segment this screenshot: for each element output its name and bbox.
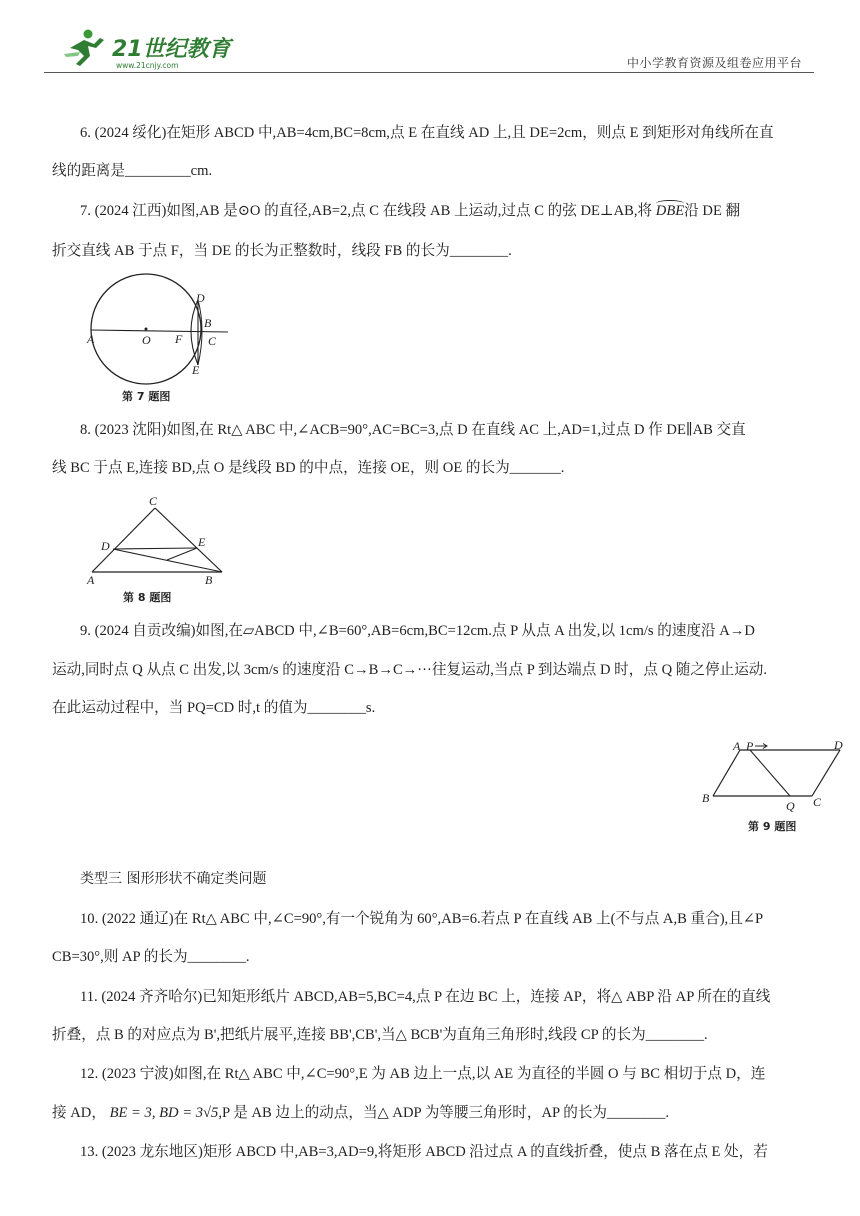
q7-label-c: C: [208, 334, 217, 348]
section-3-heading: 类型三 图形形状不确定类问题: [80, 871, 267, 887]
q7-line1: [80, 201, 860, 221]
q13-line1: 13. (2023 龙东地区)矩形 ABCD 中,AB=3,AD=9,将矩形 ABCD 沿过点 A 的直线折叠，使点 B 落在点 E 处，若: [80, 1144, 768, 1160]
q7-figure: [80, 282, 240, 407]
q7-caption: 第 7 题图: [122, 390, 171, 403]
q8-caption: 第 8 题图: [123, 591, 172, 604]
q8-line1: 8. (2023 沈阳)如图,在 Rt△ ABC 中,∠ACB=90°,AC=BC=3,点 D 在直线 AC 上,AD=1,过点 D 作 DE∥AB 交直: [80, 422, 746, 438]
q7-label-f: F: [175, 332, 183, 346]
q7-label-b: B: [204, 316, 212, 330]
q7-label-a: A: [87, 332, 95, 346]
q9-label-c: C: [813, 795, 822, 809]
q7-label-e: E: [192, 363, 200, 377]
q8-label-a: A: [87, 573, 95, 587]
q8-label-e: E: [198, 535, 206, 549]
q8-figure: [85, 493, 235, 608]
logo-21cnjy: [60, 26, 235, 74]
q12-line2b: P 是 AB 边上的动点，当△ ADP 为等腰三角形时，AP 的长为________.: [222, 1105, 670, 1121]
logo-url: www.21cnjy.com: [116, 61, 179, 70]
q8-label-b: B: [205, 573, 213, 587]
q9-label-d: D: [834, 738, 843, 752]
q9-label-b: B: [702, 791, 710, 805]
q9-label-a: A: [733, 739, 741, 753]
q7-arc: DBE: [656, 203, 684, 219]
q9-line3: 在此运动过程中，当 PQ=CD 时,t 的值为________s.: [52, 700, 376, 716]
q9-line1: 9. (2024 自贡改编)如图,在▱ABCD 中,∠B=60°,AB=6cm,BC=12cm.点 P 从点 A 出发,以 1cm/s 的速度沿 A→D: [80, 623, 755, 639]
q8-line2: 线 BC 于点 E,连接 BD,点 O 是线段 BD 的中点，连接 OE，则 OE 的长为_______.: [52, 460, 565, 476]
q9-figure: [700, 738, 850, 838]
q7-label-d: D: [196, 291, 205, 305]
q9-label-q: Q: [786, 799, 795, 813]
q12-line1: 12. (2023 宁波)如图,在 Rt△ ABC 中,∠C=90°,E 为 AB 边上一点,以 AE 为直径的半圆 O 与 BC 相切于点 D，连: [80, 1066, 766, 1082]
q7-label-o: O: [142, 333, 151, 347]
header-divider: [44, 72, 814, 73]
q11-line2: 折叠，点 B 的对应点为 B',把纸片展平,连接 BB',CB',当△ BCB'为直角三角形时,线段 CP 的长为________.: [52, 1027, 708, 1043]
q10-line2: CB=30°,则 AP 的长为________.: [52, 949, 250, 965]
q6-line2: 线的距离是_________cm.: [52, 163, 213, 179]
site-name: 中小学教育资源及组卷应用平台: [626, 56, 802, 70]
q12-line2: [52, 1103, 860, 1123]
q8-label-c: C: [149, 494, 158, 508]
q6-line1: 6. (2024 绥化)在矩形 ABCD 中,AB=4cm,BC=8cm,点 E 在直线 AD 上,且 DE=2cm，则点 E 到矩形对角线所在直: [80, 125, 774, 141]
q7-line2: 折交直线 AB 于点 F，当 DE 的长为正整数时，线段 FB 的长为________.: [52, 243, 512, 259]
q9-label-p: P: [746, 739, 754, 753]
logo-text: 21世纪教育: [112, 37, 231, 62]
q8-label-d: D: [101, 539, 110, 553]
q7-line1a: 7. (2024 江西)如图,AB 是⊙O 的直径,AB=2,点 C 在线段 AB 上运动,过点 C 的弦 DE⊥AB,将: [80, 203, 656, 219]
runner-icon: [64, 30, 104, 67]
q7-line1b: 沿 DE 翻: [684, 203, 741, 219]
q12-line2a: 接 AD，: [52, 1105, 110, 1121]
q12-math: BE = 3, BD = 3√5,: [109, 1105, 222, 1121]
q9-line2: 运动,同时点 Q 从点 C 出发,以 3cm/s 的速度沿 C→B→C→···往复运动,当点 P 到达端点 D 时，点 Q 随之停止运动.: [52, 662, 767, 678]
q9-caption: 第 9 题图: [748, 820, 797, 833]
q10-line1: 10. (2022 通辽)在 Rt△ ABC 中,∠C=90°,有一个锐角为 60°,AB=6.若点 P 在直线 AB 上(不与点 A,B 重合),且∠P: [80, 911, 764, 927]
q11-line1: 11. (2024 齐齐哈尔)已知矩形纸片 ABCD,AB=5,BC=4,点 P 在边 BC 上，连接 AP，将△ ABP 沿 AP 所在的直线: [80, 989, 771, 1005]
page-header: [0, 0, 860, 80]
